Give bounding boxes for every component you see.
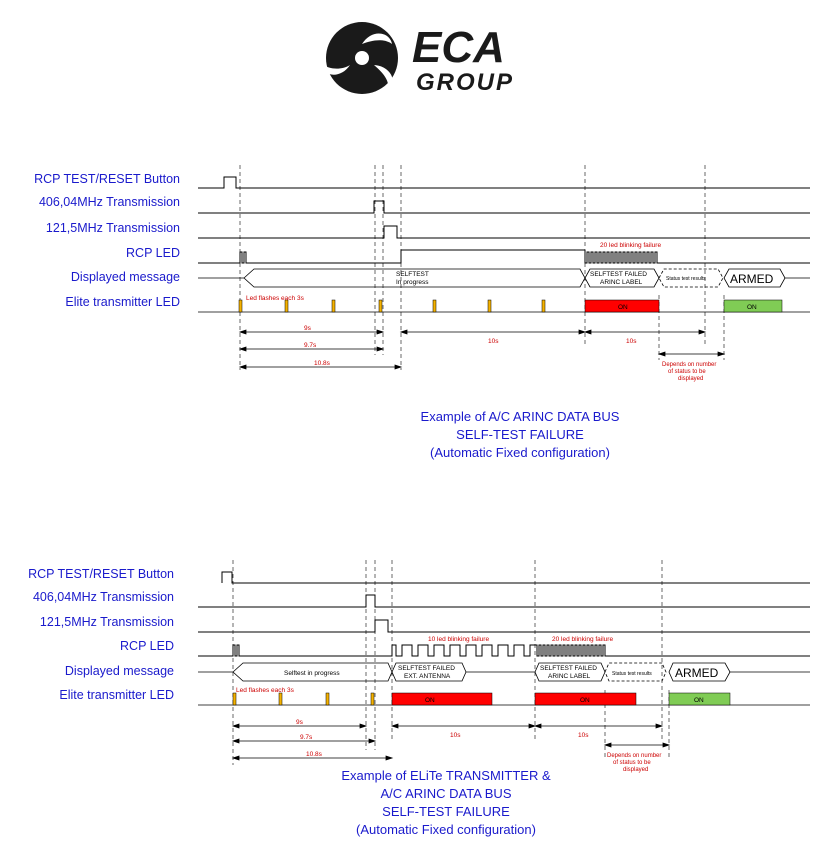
msg-selftest-in-progress: Selftest in progress (284, 670, 340, 677)
msg-in-progress: In progress (396, 279, 429, 286)
signal-label-rcp-led: RCP LED (120, 639, 174, 653)
timing-diagram-elite-arinc (0, 555, 840, 843)
msg-selftest-failed-antenna: SELFTEST FAILED (398, 665, 455, 672)
signal-label-121mhz: 121,5MHz Transmission (39, 615, 174, 629)
msg-armed: ARMED (675, 666, 719, 680)
msg-status-results: Status test results (612, 671, 652, 677)
led-flash-markers (233, 693, 374, 705)
dim-10s-a: 10s (488, 338, 499, 345)
led-on-red-antenna (392, 693, 492, 705)
waveform-rcp-led-blink-20 (535, 645, 810, 656)
timing-diagram-arinc (0, 155, 840, 460)
waveform-121mhz (198, 226, 810, 238)
msg-selftest-failed: SELFTEST FAILED (590, 271, 647, 278)
signal-label-121mhz: 121,5MHz Transmission (45, 221, 180, 235)
depends-note-2: of status to be (668, 369, 706, 375)
dim-10s-b: 10s (626, 338, 637, 345)
dim-10s-a: 10s (450, 732, 461, 739)
msg-selftest: SELFTEST (396, 271, 429, 278)
signal-label-rcp-button: RCP TEST/RESET Button (34, 172, 180, 186)
dim-9s: 9s (304, 325, 311, 332)
led-on-green-label: ON (747, 304, 757, 311)
msg-selftest-failed-arinc: SELFTEST FAILED (540, 665, 597, 672)
time-markers (240, 165, 724, 370)
msg-arinc-label: ARINC LABEL (600, 279, 643, 286)
depends-note-2: of status to be (613, 760, 651, 766)
msg-ext-antenna: EXT. ANTENNA (404, 673, 451, 680)
signal-label-elite-led: Elite transmitter LED (59, 688, 174, 702)
eca-group-logo (0, 0, 840, 110)
led-on-red-label: ON (618, 304, 628, 311)
msg-armed: ARMED (730, 272, 774, 286)
caption-line: A/C ARINC DATA BUS (380, 786, 512, 801)
caption-line: Example of A/C ARINC DATA BUS (420, 409, 620, 424)
waveform-rcp-led (198, 645, 810, 656)
caption-line: SELF-TEST FAILURE (382, 804, 510, 819)
dim-9-7s: 9.7s (300, 734, 313, 741)
blink-label-10: 10 led blinking failure (428, 636, 490, 643)
msg-arinc-label: ARINC LABEL (548, 673, 591, 680)
blink-label-20: 20 led blinking failure (552, 636, 614, 643)
waveform-rcp-button (222, 572, 810, 583)
waveform-rcp-led-blink-10 (392, 645, 535, 656)
msg-status-results: Status test results (666, 276, 706, 282)
dim-10s-b: 10s (578, 732, 589, 739)
waveform-rcp-led (198, 250, 585, 263)
dim-9s: 9s (296, 719, 303, 726)
signal-label-rcp-led: RCP LED (126, 246, 180, 260)
led-on-red-label: ON (580, 697, 590, 704)
caption-line: Example of ELiTe TRANSMITTER & (341, 768, 551, 783)
caption-line: SELF-TEST FAILURE (456, 427, 584, 442)
waveform-rcp-button (198, 177, 810, 188)
waveform-121mhz (198, 620, 810, 632)
signal-label-displayed-message: Displayed message (64, 664, 174, 678)
waveform-406mhz (198, 595, 810, 607)
logo-text-eca: ECA (412, 23, 505, 72)
waveform-displayed-message (198, 269, 810, 287)
led-on-red-label: ON (425, 697, 435, 704)
duration-arrows (240, 330, 724, 369)
caption-arinc (320, 408, 720, 462)
led-flash-label: Led flashes each 3s (236, 687, 294, 694)
blink-label-20: 20 led blinking failure (600, 242, 662, 249)
depends-note-1: Depends on number (607, 753, 662, 759)
logo-text-group: GROUP (416, 69, 515, 96)
waveform-rcp-led-blink (585, 250, 810, 263)
dim-9-7s: 9.7s (304, 342, 317, 349)
waveform-406mhz (198, 201, 810, 213)
depends-note-3: displayed (678, 376, 704, 382)
caption-line: (Automatic Fixed configuration) (430, 445, 610, 460)
signal-label-displayed-message: Displayed message (70, 270, 180, 284)
caption-line: (Automatic Fixed configuration) (356, 822, 536, 837)
eca-swirl-icon (322, 22, 398, 94)
dim-10-8s: 10.8s (306, 751, 322, 758)
led-flash-label: Led flashes each 3s (246, 295, 304, 302)
signal-label-rcp-button: RCP TEST/RESET Button (28, 567, 174, 581)
signal-label-406mhz: 406,04MHz Transmission (38, 195, 180, 209)
dim-10-8s: 10.8s (314, 360, 330, 367)
signal-label-406mhz: 406,04MHz Transmission (32, 590, 174, 604)
caption-elite-arinc (246, 767, 649, 839)
depends-note-3: displayed (623, 767, 649, 773)
signal-label-elite-led: Elite transmitter LED (65, 295, 180, 309)
duration-arrows (233, 724, 669, 760)
led-on-green-label: ON (694, 697, 704, 704)
depends-note-1: Depends on number (662, 362, 717, 368)
